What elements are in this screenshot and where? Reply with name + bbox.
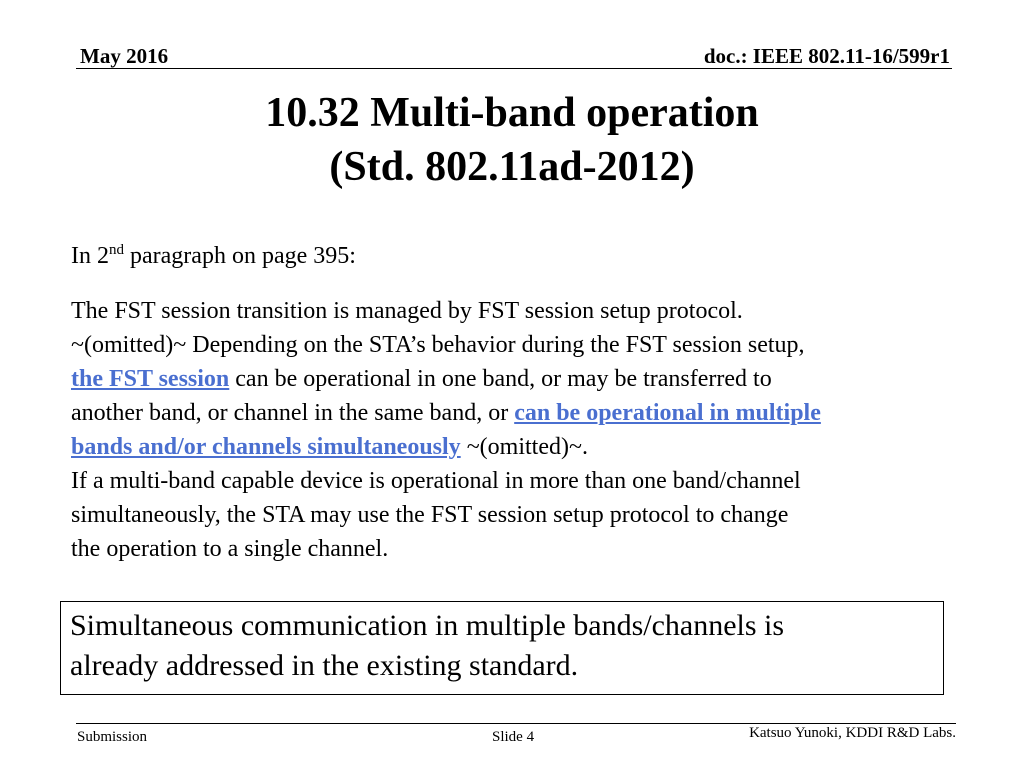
slide-title (0, 86, 1024, 194)
paragraph-line-1: The FST session transition is managed by FST session setup protocol. (71, 298, 743, 324)
footer-slide-number: Slide 4 (492, 729, 535, 745)
header-divider (76, 68, 952, 69)
conclusion-line-1: Simultaneous communication in multiple bands/channels is (70, 609, 785, 642)
intro-before: In 2 (71, 243, 109, 269)
paragraph-line-8: the operation to a single channel. (71, 536, 389, 562)
header-doc-id: doc.: IEEE 802.11-16/599r1 (703, 44, 950, 68)
intro-superscript: nd (109, 242, 124, 258)
footer-divider (76, 723, 956, 724)
highlight-fst-session: the FST session (71, 366, 230, 392)
footer-submission: Submission (77, 729, 148, 745)
paragraph-line-4-text: another band, or channel in the same band, or (71, 400, 515, 426)
conclusion-line-2: already addressed in the existing standard. (70, 649, 579, 682)
highlight-multiple-bands-1: can be operational in multiple (514, 400, 821, 426)
paragraph-line-5-rest: ~(omitted)~. (460, 434, 588, 460)
conclusion-box (60, 601, 944, 695)
intro-text (71, 240, 356, 272)
highlight-multiple-bands-2: bands and/or channels simultaneously (71, 434, 461, 460)
paragraph-line-2: ~(omitted)~ Depending on the STA’s behavior during the FST session setup, (71, 332, 805, 358)
footer-author: Katsuo Yunoki, KDDI R&D Labs. (749, 725, 956, 741)
quoted-paragraph (71, 294, 971, 566)
slide-title-line-2: (Std. 802.11ad-2012) (329, 144, 695, 190)
paragraph-line-6: If a multi-band capable device is operational in more than one band/channel (71, 468, 801, 494)
paragraph-line-3-rest: can be operational in one band, or may be transferred to (229, 366, 772, 392)
paragraph-line-7: simultaneously, the STA may use the FST session setup protocol to change (71, 502, 789, 528)
header-date: May 2016 (80, 44, 169, 68)
paragraph-line-5 (71, 430, 971, 464)
intro-after: paragraph on page 395: (124, 243, 356, 269)
paragraph-line-3 (71, 362, 971, 396)
paragraph-line-4 (71, 396, 971, 430)
slide-title-line-1: 10.32 Multi-band operation (265, 90, 759, 136)
